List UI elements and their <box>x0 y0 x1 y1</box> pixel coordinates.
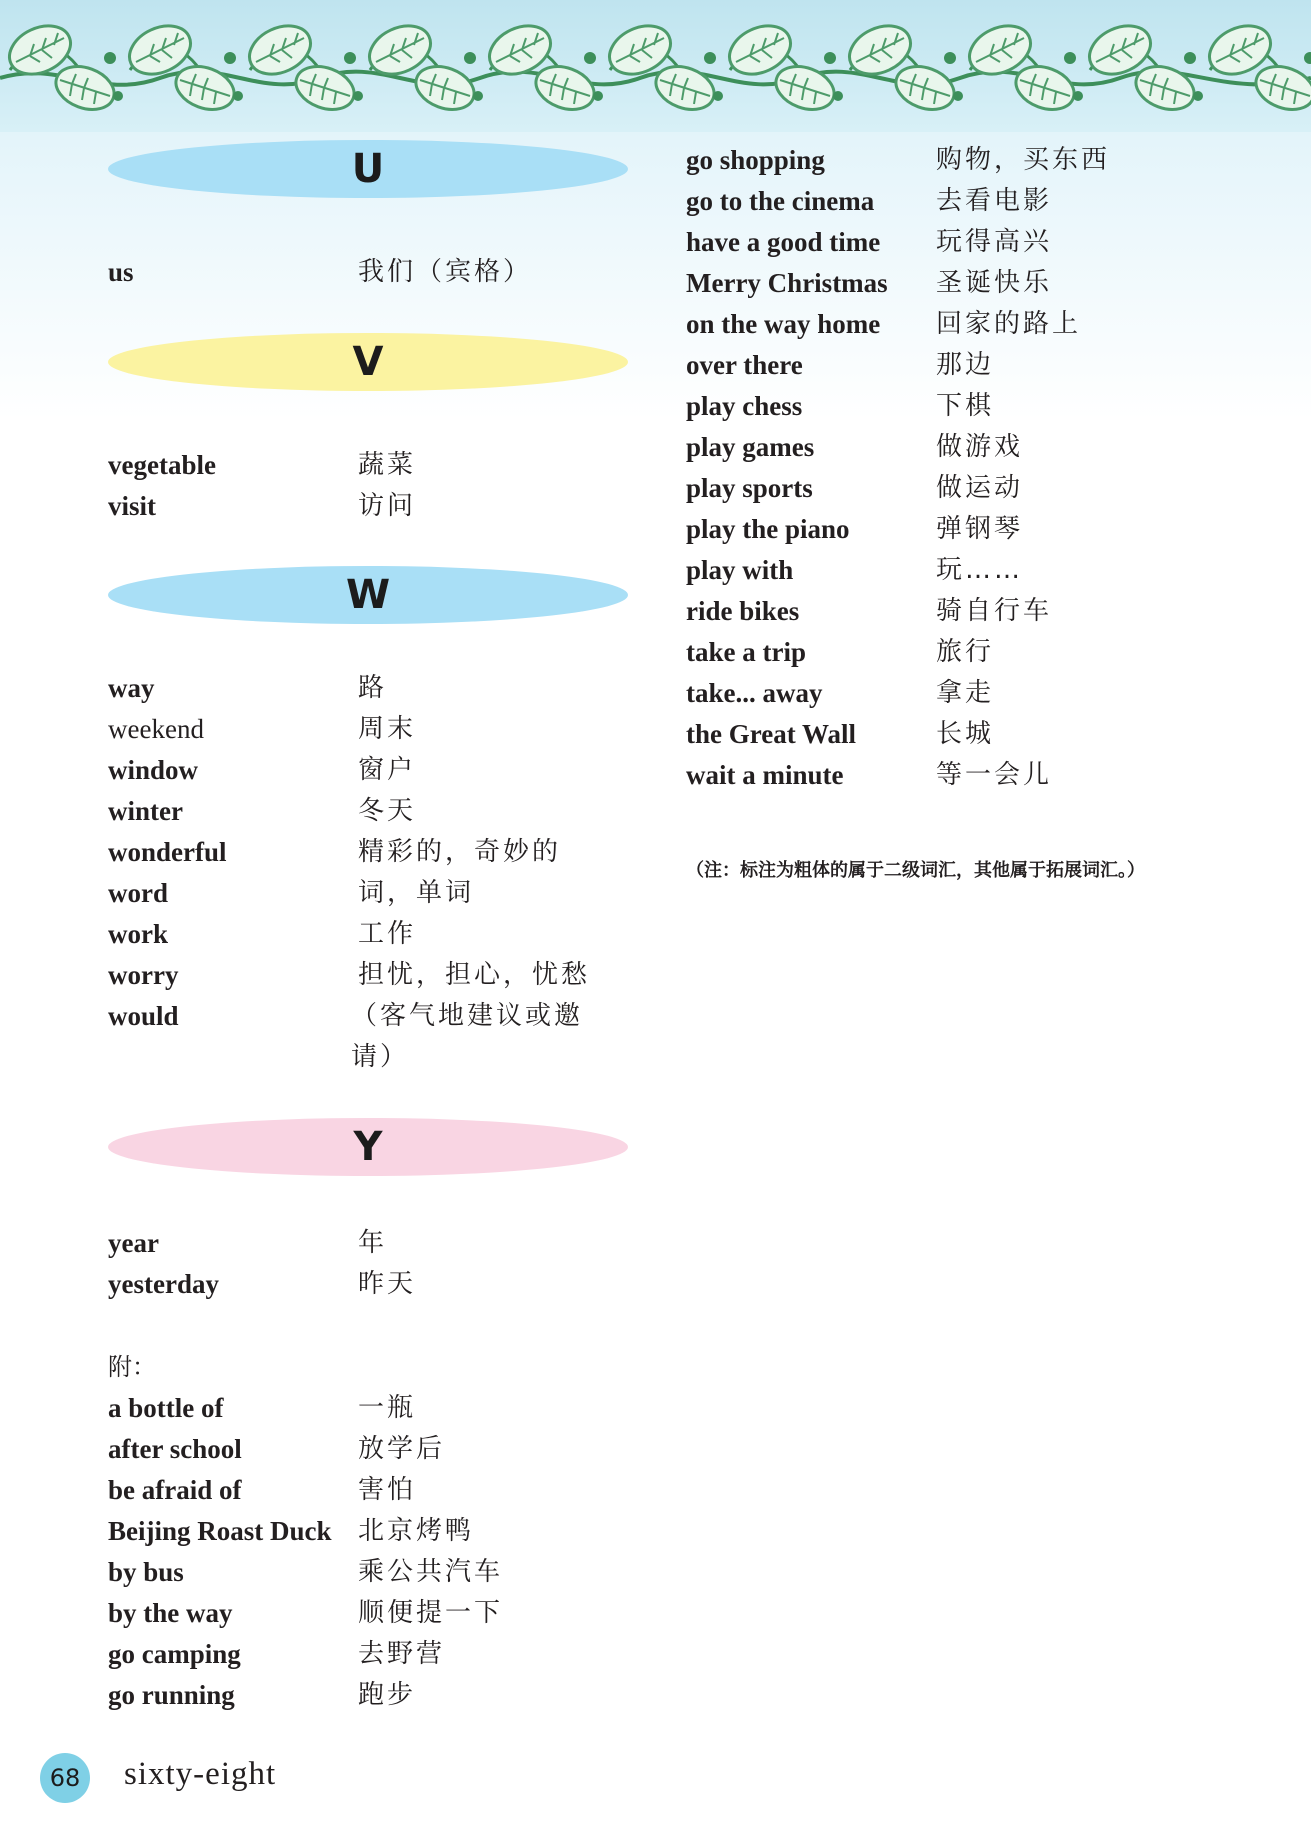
word-zh: 玩得高兴 <box>936 227 1053 257</box>
letter-u: U <box>351 146 385 192</box>
word-en: go running <box>108 1680 235 1710</box>
letter-header-y <box>108 1118 648 1180</box>
word-zh: 冬天 <box>358 796 417 826</box>
word-zh: 担忧，担心，忧愁 <box>358 960 591 990</box>
list-item <box>108 1593 648 1634</box>
list-item <box>686 386 1286 427</box>
list-item <box>686 468 1286 509</box>
word-zh: 那边 <box>936 350 995 380</box>
word-en: weekend <box>108 714 204 744</box>
list-item <box>686 591 1286 632</box>
word-zh: 弹钢琴 <box>936 514 1024 544</box>
vocabulary-note: （注：标注为粗体的属于二级词汇，其他属于拓展词汇。） <box>686 860 1145 881</box>
word-en: go to the cinema <box>686 186 875 216</box>
word-en: way <box>108 673 155 703</box>
word-en: go camping <box>108 1639 241 1669</box>
letter-header-v <box>108 333 648 395</box>
list-item <box>686 550 1286 591</box>
word-en: ride bikes <box>686 596 800 626</box>
list-item <box>108 996 648 1078</box>
list-item <box>108 873 648 914</box>
word-zh: 精彩的，奇妙的 <box>358 837 562 867</box>
word-en: a bottle of <box>108 1393 224 1423</box>
word-en: play sports <box>686 473 813 503</box>
word-en: play with <box>686 555 794 585</box>
list-item <box>686 632 1286 673</box>
word-en: Merry Christmas <box>686 268 888 298</box>
list-item <box>108 1429 648 1470</box>
word-zh: 长城 <box>936 719 995 749</box>
word-en: Beijing Roast Duck <box>108 1516 332 1546</box>
word-en: take... away <box>686 678 823 708</box>
word-zh: 乘公共汽车 <box>358 1557 504 1587</box>
word-zh: 词，单词 <box>358 878 475 908</box>
word-en: over there <box>686 350 803 380</box>
list-item <box>108 668 648 709</box>
list-item <box>108 1470 648 1511</box>
list-item <box>108 1511 648 1552</box>
word-zh: 回家的路上 <box>936 309 1082 339</box>
list-item <box>108 1634 648 1675</box>
word-zh: 昨天 <box>358 1269 417 1299</box>
word-en: work <box>108 919 168 949</box>
word-zh: 玩…… <box>936 555 1024 585</box>
word-zh: 拿走 <box>936 678 995 708</box>
left-column <box>108 140 648 1716</box>
list-item <box>108 445 648 486</box>
word-zh: 购物，买东西 <box>936 145 1111 175</box>
word-zh: 跑步 <box>358 1680 417 1710</box>
list-item <box>108 1223 648 1264</box>
word-en: yesterday <box>108 1269 219 1299</box>
list-item <box>108 750 648 791</box>
word-en: be afraid of <box>108 1475 242 1505</box>
appendix-label: 附： <box>108 1353 156 1381</box>
word-en: by bus <box>108 1557 184 1587</box>
word-zh: 去看电影 <box>936 186 1053 216</box>
page-number-word: sixty-eight <box>124 1756 277 1792</box>
word-en: play chess <box>686 391 803 421</box>
word-zh: 访问 <box>358 491 417 521</box>
list-item <box>108 914 648 955</box>
word-en: worry <box>108 960 179 990</box>
leaf-border <box>0 0 1311 132</box>
list-item <box>108 486 648 527</box>
word-en: the Great Wall <box>686 719 856 749</box>
word-zh: 旅行 <box>936 637 995 667</box>
word-en: wait a minute <box>686 760 844 790</box>
word-zh: 下棋 <box>936 391 995 421</box>
word-zh: 路 <box>358 673 388 703</box>
word-zh: （客气地建议或邀请） <box>351 1001 584 1072</box>
word-zh: 周末 <box>358 714 417 744</box>
list-item <box>108 1675 648 1716</box>
word-zh: 做游戏 <box>936 432 1024 462</box>
list-item <box>108 791 648 832</box>
list-item <box>108 709 648 750</box>
letter-header-u <box>108 140 648 202</box>
page-number-badge: 68 <box>40 1753 90 1803</box>
word-en: play the piano <box>686 514 850 544</box>
word-zh: 年 <box>358 1228 388 1258</box>
word-zh: 放学后 <box>358 1434 446 1464</box>
word-zh: 北京烤鸭 <box>358 1516 475 1546</box>
list-item <box>686 263 1286 304</box>
word-en: window <box>108 755 199 785</box>
word-en: play games <box>686 432 815 462</box>
word-en: vegetable <box>108 450 216 480</box>
list-item <box>108 1552 648 1593</box>
list-item <box>108 1264 648 1305</box>
list-item <box>686 140 1286 181</box>
list-item <box>686 714 1286 755</box>
word-zh: 骑自行车 <box>936 596 1053 626</box>
letter-y: Y <box>353 1124 383 1170</box>
list-item <box>686 345 1286 386</box>
letter-v: V <box>352 339 384 385</box>
word-zh: 害怕 <box>358 1475 417 1505</box>
word-zh: 去野营 <box>358 1639 446 1669</box>
word-zh: 工作 <box>358 919 417 949</box>
list-item <box>686 509 1286 550</box>
word-en: wonderful <box>108 837 227 867</box>
letter-w: W <box>345 572 391 618</box>
word-en: after school <box>108 1434 242 1464</box>
list-item <box>108 1388 648 1429</box>
word-en: take a trip <box>686 637 806 667</box>
word-zh: 蔬菜 <box>358 450 417 480</box>
word-en: by the way <box>108 1598 233 1628</box>
letter-header-w <box>108 566 648 628</box>
list-item <box>108 252 648 293</box>
list-item <box>686 222 1286 263</box>
word-zh: 做运动 <box>936 473 1024 503</box>
word-en: word <box>108 878 168 908</box>
list-item <box>686 427 1286 468</box>
word-zh: 等一会儿 <box>936 760 1053 790</box>
word-en: visit <box>108 491 157 521</box>
leaf-vine-icon <box>0 0 1311 132</box>
list-item <box>686 673 1286 714</box>
word-en: year <box>108 1228 159 1258</box>
word-zh: 圣诞快乐 <box>936 268 1053 298</box>
word-en: would <box>108 1001 179 1031</box>
list-item <box>686 755 1286 796</box>
list-item <box>108 955 648 996</box>
list-item <box>686 181 1286 222</box>
list-item <box>108 832 648 873</box>
right-column <box>686 140 1286 796</box>
word-en: us <box>108 257 134 287</box>
word-zh: 顺便提一下 <box>358 1598 504 1628</box>
word-en: go shopping <box>686 145 825 175</box>
word-zh: 一瓶 <box>358 1393 417 1423</box>
word-zh: 窗户 <box>358 755 417 785</box>
word-en: winter <box>108 796 183 826</box>
word-en: have a good time <box>686 227 881 257</box>
list-item <box>686 304 1286 345</box>
word-zh: 我们（宾格） <box>358 257 533 287</box>
word-en: on the way home <box>686 309 881 339</box>
